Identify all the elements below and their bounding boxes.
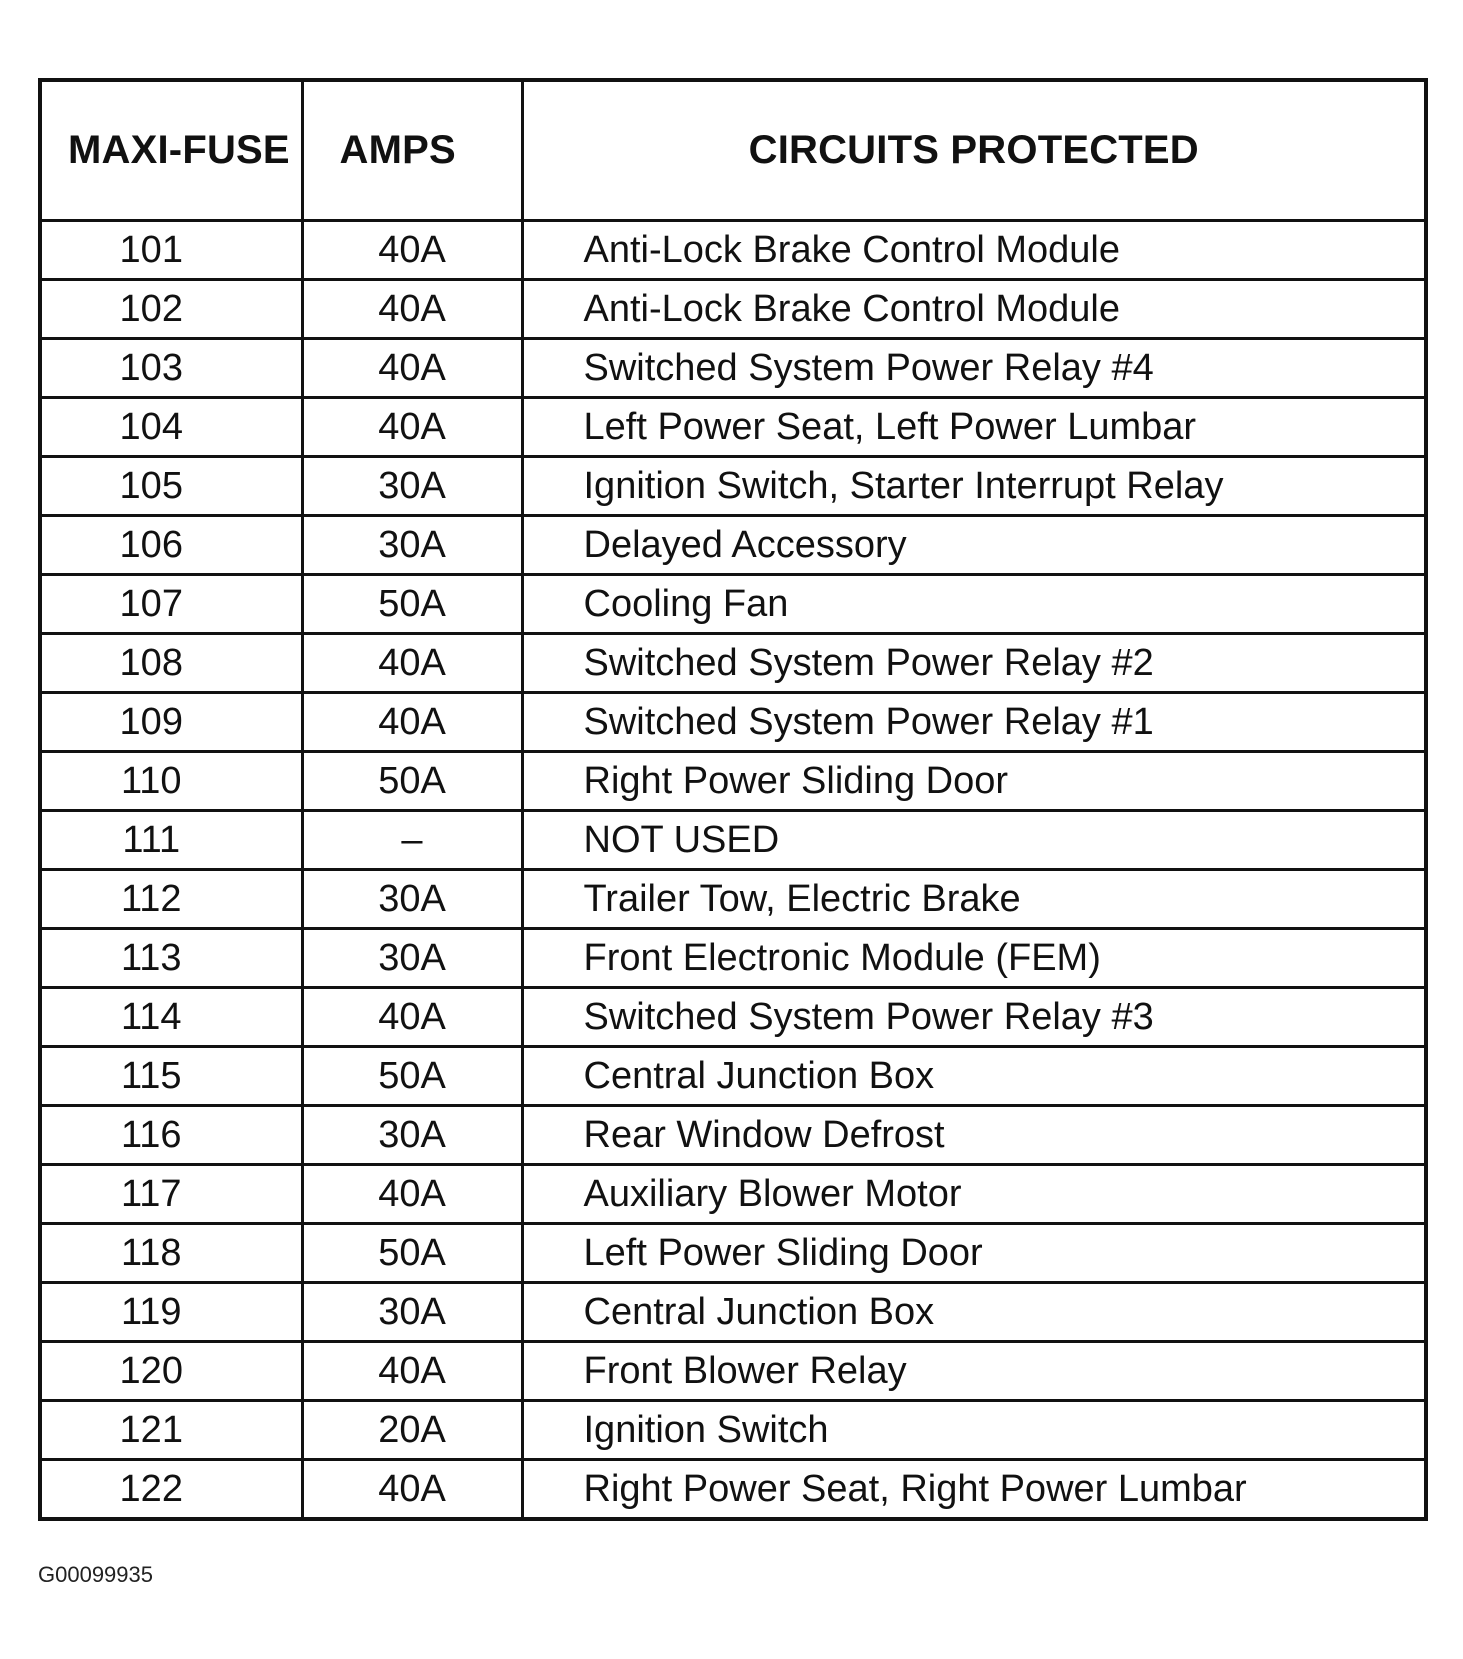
fuse-number-cell: 108 xyxy=(40,634,302,693)
fuse-number-cell: 105 xyxy=(40,457,302,516)
circuit-cell: Central Junction Box xyxy=(522,1047,1426,1106)
table-row xyxy=(40,988,1426,1047)
circuit-cell: Left Power Sliding Door xyxy=(522,1224,1426,1283)
table-header xyxy=(40,80,1426,221)
amps-cell: 30A xyxy=(302,870,522,929)
header-row xyxy=(40,80,1426,221)
fuse-number-cell: 101 xyxy=(40,221,302,280)
fuse-number-cell: 102 xyxy=(40,280,302,339)
table-row xyxy=(40,1224,1426,1283)
fuse-number-cell: 111 xyxy=(40,811,302,870)
table-body xyxy=(40,221,1426,1520)
circuit-cell: Switched System Power Relay #4 xyxy=(522,339,1426,398)
circuit-cell: Ignition Switch xyxy=(522,1401,1426,1460)
circuit-cell: Switched System Power Relay #1 xyxy=(522,693,1426,752)
table-row xyxy=(40,1401,1426,1460)
amps-cell: 40A xyxy=(302,634,522,693)
circuit-cell: NOT USED xyxy=(522,811,1426,870)
fuse-number-cell: 103 xyxy=(40,339,302,398)
fuse-number-cell: 115 xyxy=(40,1047,302,1106)
circuit-cell: Front Electronic Module (FEM) xyxy=(522,929,1426,988)
fuse-number-cell: 119 xyxy=(40,1283,302,1342)
table-row xyxy=(40,457,1426,516)
amps-cell: 40A xyxy=(302,221,522,280)
table-row xyxy=(40,1165,1426,1224)
table-row xyxy=(40,634,1426,693)
table-row xyxy=(40,398,1426,457)
circuit-cell: Auxiliary Blower Motor xyxy=(522,1165,1426,1224)
circuit-cell: Switched System Power Relay #2 xyxy=(522,634,1426,693)
amps-cell: – xyxy=(302,811,522,870)
header-amps: AMPS xyxy=(302,80,522,221)
table-row xyxy=(40,1283,1426,1342)
circuit-cell: Delayed Accessory xyxy=(522,516,1426,575)
table-row xyxy=(40,280,1426,339)
circuit-cell: Cooling Fan xyxy=(522,575,1426,634)
figure-id: G00099935 xyxy=(38,1562,153,1587)
amps-cell: 50A xyxy=(302,752,522,811)
amps-cell: 40A xyxy=(302,1342,522,1401)
fuse-number-cell: 104 xyxy=(40,398,302,457)
table-row xyxy=(40,811,1426,870)
table-row xyxy=(40,516,1426,575)
amps-cell: 40A xyxy=(302,693,522,752)
amps-cell: 40A xyxy=(302,1460,522,1520)
amps-cell: 50A xyxy=(302,575,522,634)
circuit-cell: Ignition Switch, Starter Interrupt Relay xyxy=(522,457,1426,516)
header-circuits-protected: CIRCUITS PROTECTED xyxy=(522,80,1426,221)
circuit-cell: Central Junction Box xyxy=(522,1283,1426,1342)
circuit-cell: Front Blower Relay xyxy=(522,1342,1426,1401)
fuse-number-cell: 107 xyxy=(40,575,302,634)
amps-cell: 40A xyxy=(302,988,522,1047)
amps-cell: 40A xyxy=(302,398,522,457)
amps-cell: 30A xyxy=(302,1283,522,1342)
circuit-cell: Rear Window Defrost xyxy=(522,1106,1426,1165)
amps-cell: 40A xyxy=(302,1165,522,1224)
fuse-number-cell: 116 xyxy=(40,1106,302,1165)
table-row xyxy=(40,1460,1426,1520)
fuse-number-cell: 118 xyxy=(40,1224,302,1283)
table-row xyxy=(40,929,1426,988)
fuse-number-cell: 109 xyxy=(40,693,302,752)
amps-cell: 30A xyxy=(302,1106,522,1165)
fuse-number-cell: 122 xyxy=(40,1460,302,1520)
table-row xyxy=(40,221,1426,280)
amps-cell: 20A xyxy=(302,1401,522,1460)
circuit-cell: Anti-Lock Brake Control Module xyxy=(522,221,1426,280)
amps-cell: 40A xyxy=(302,339,522,398)
table-row xyxy=(40,870,1426,929)
amps-cell: 50A xyxy=(302,1224,522,1283)
table-row xyxy=(40,1342,1426,1401)
fuse-number-cell: 113 xyxy=(40,929,302,988)
amps-cell: 50A xyxy=(302,1047,522,1106)
circuit-cell: Anti-Lock Brake Control Module xyxy=(522,280,1426,339)
table-row xyxy=(40,1106,1426,1165)
circuit-cell: Trailer Tow, Electric Brake xyxy=(522,870,1426,929)
table-row xyxy=(40,693,1426,752)
circuit-cell: Left Power Seat, Left Power Lumbar xyxy=(522,398,1426,457)
header-maxi-fuse: MAXI-FUSE xyxy=(40,80,302,221)
table-row xyxy=(40,575,1426,634)
fuse-number-cell: 121 xyxy=(40,1401,302,1460)
fuse-number-cell: 114 xyxy=(40,988,302,1047)
maxi-fuse-table xyxy=(38,78,1428,1521)
table-row xyxy=(40,339,1426,398)
fuse-number-cell: 106 xyxy=(40,516,302,575)
fuse-number-cell: 117 xyxy=(40,1165,302,1224)
fuse-number-cell: 120 xyxy=(40,1342,302,1401)
circuit-cell: Right Power Seat, Right Power Lumbar xyxy=(522,1460,1426,1520)
amps-cell: 40A xyxy=(302,280,522,339)
amps-cell: 30A xyxy=(302,929,522,988)
table-row xyxy=(40,1047,1426,1106)
amps-cell: 30A xyxy=(302,516,522,575)
fuse-number-cell: 110 xyxy=(40,752,302,811)
fuse-number-cell: 112 xyxy=(40,870,302,929)
amps-cell: 30A xyxy=(302,457,522,516)
circuit-cell: Switched System Power Relay #3 xyxy=(522,988,1426,1047)
circuit-cell: Right Power Sliding Door xyxy=(522,752,1426,811)
table-row xyxy=(40,752,1426,811)
